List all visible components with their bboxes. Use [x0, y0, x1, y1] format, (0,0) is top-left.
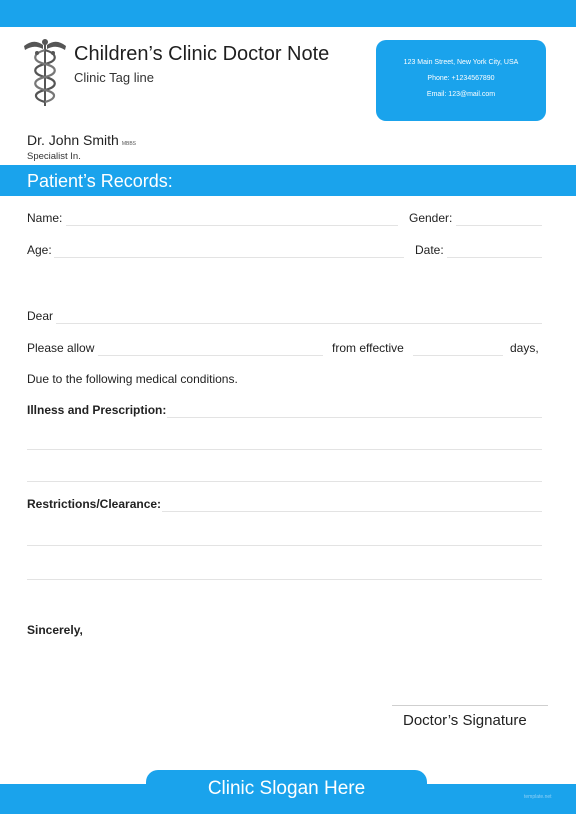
signature-label: Doctor’s Signature [403, 712, 527, 729]
gender-field[interactable] [456, 225, 542, 226]
doctor-name: Dr. John Smith [27, 132, 119, 148]
allow-field[interactable] [98, 355, 323, 356]
date-field[interactable] [447, 257, 542, 258]
age-field[interactable] [54, 257, 404, 258]
clinic-slogan: Clinic Slogan Here [146, 770, 427, 810]
signature-line[interactable] [392, 705, 548, 706]
section-header-bar [0, 165, 576, 196]
doctor-specialty: Specialist In. [27, 151, 81, 162]
illness-field-line-1[interactable] [167, 417, 542, 418]
section-title: Patient’s Records: [27, 171, 173, 191]
watermark: template.net [524, 794, 552, 800]
illness-field-line-2[interactable] [27, 449, 542, 450]
closing-text: Sincerely, [27, 623, 83, 637]
illness-field-line-3[interactable] [27, 481, 542, 482]
dear-label: Dear [27, 309, 54, 323]
contact-address: 123 Main Street, New York City, USA [403, 59, 519, 66]
gender-label: Gender: [409, 211, 453, 225]
name-field[interactable] [66, 225, 398, 226]
top-accent-bar [0, 0, 576, 27]
illness-heading: Illness and Prescription: [27, 403, 167, 417]
doctor-name-block [27, 132, 136, 148]
from-effective-label: from effective [332, 341, 404, 355]
effective-field[interactable] [413, 355, 503, 356]
restrictions-field-line-3[interactable] [27, 579, 542, 580]
restrictions-field-line-2[interactable] [27, 545, 542, 546]
dear-field[interactable] [56, 323, 542, 324]
please-allow-label: Please allow [27, 341, 95, 355]
name-label: Name: [27, 211, 63, 225]
contact-email: Email: 123@mail.com [426, 91, 496, 98]
contact-box [376, 40, 546, 121]
contact-phone: Phone: +1234567890 [427, 75, 495, 82]
date-label: Date: [415, 243, 444, 257]
due-to-text: Due to the following medical conditions. [27, 372, 238, 386]
restrictions-field-line-1[interactable] [162, 511, 542, 512]
doctor-credentials: MBBS [121, 141, 136, 147]
clinic-title: Children’s Clinic Doctor Note [74, 43, 330, 65]
age-label: Age: [27, 243, 52, 257]
restrictions-heading: Restrictions/Clearance: [27, 497, 162, 511]
clinic-tagline: Clinic Tag line [74, 70, 154, 85]
caduceus-icon [22, 36, 68, 110]
days-label: days, [510, 341, 539, 355]
